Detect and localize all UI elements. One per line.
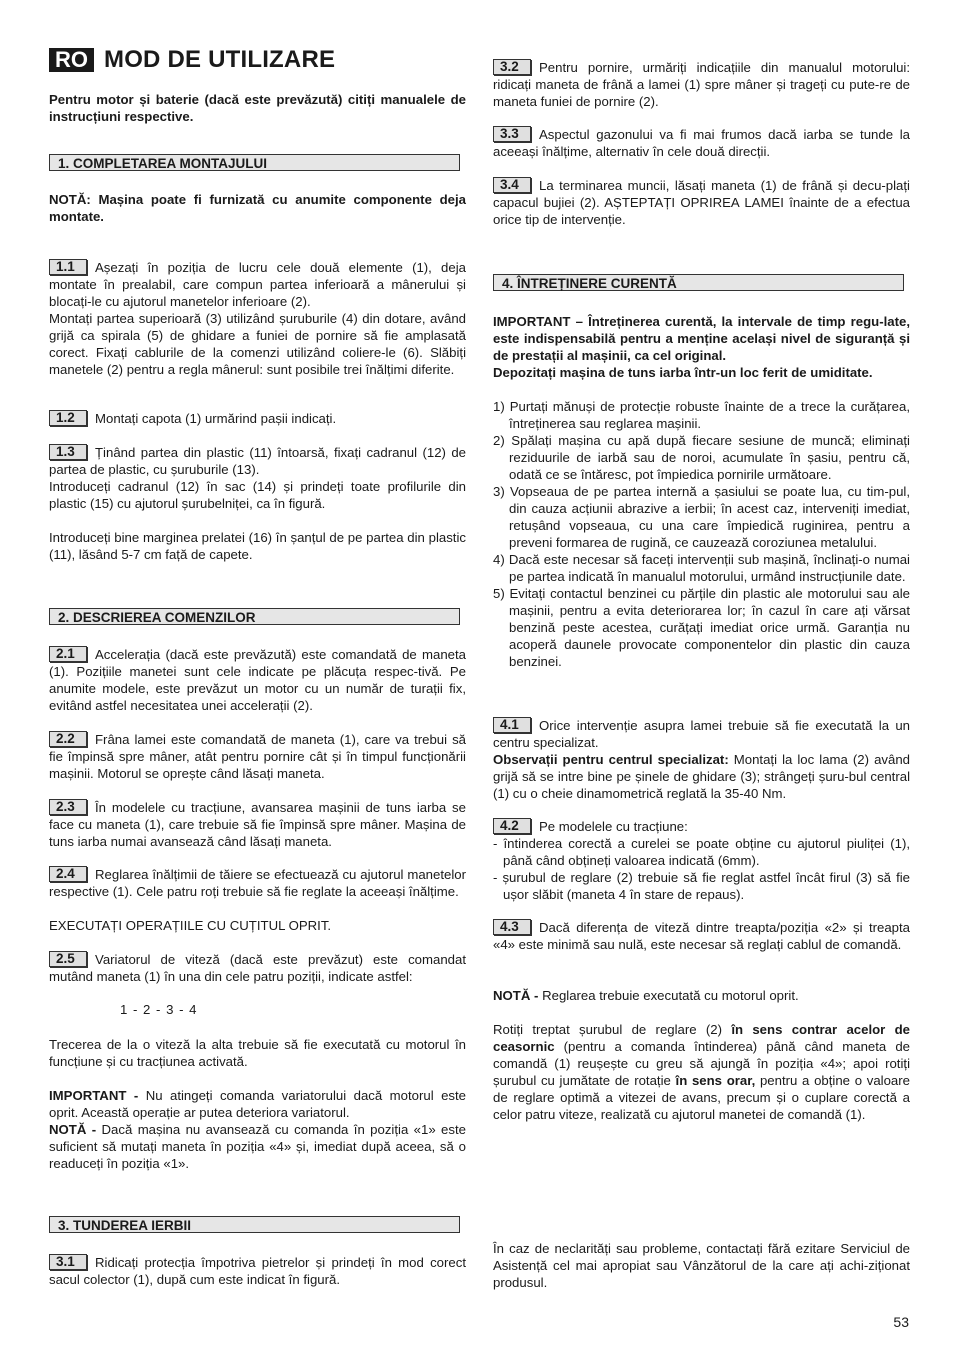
step-number: 3.1: [49, 1254, 87, 1270]
nota-note: NOTĂ - Dacă mașina nu avansează cu comanda în poziția «1» este suficient să mutați maneta în poziția «4» și, imediat după aceea, să o readuceți în poziția «1».: [49, 1122, 466, 1171]
para-1-3: 1.3 Ținând partea din plastic (11) întoarsă, fixați cadranul (12) de partea de plastic, cu șuruburile (13).: [49, 444, 466, 477]
page-title: MOD DE UTILIZARE: [104, 46, 336, 73]
para-4-1: 4.1 Orice intervenție asupra lamei trebuie să fie executată la un centru specializat.: [493, 717, 910, 750]
s4-important: IMPORTANT – Întreținerea curentă, la intervale de timp regu-late, este indispensabilă pentru a menține același nivel de siguranță și de prestații al mașinii, ca cel original.: [493, 314, 910, 363]
s4-nota: NOTĂ - Reglarea trebuie executată cu motorul oprit.: [493, 988, 799, 1003]
step-number: 1.1: [49, 259, 87, 275]
list-item: 2) Spălați mașina cu apă după fiecare sesiune de muncă; eliminați reziduurile de iarbă sau de noroi, acumulate în șasiu, pentru că, odată ce se întăresc, pot împiedica pornirile următoare.: [493, 433, 910, 482]
step-number: 4.1: [493, 717, 531, 733]
traction-list: [493, 835, 910, 903]
list-item: - întinderea corectă a curelei se poate obține cu ajutorul piuliței (1), până când obțineți valoarea indicată (6mm).: [493, 836, 910, 868]
para-4-3: 4.3 Dacă diferența de viteză dintre treapta/poziția «2» și treapta «4» este minimă sau nulă, este necesar să reglați cablul de comandă.: [493, 919, 910, 952]
para-4-2: 4.2 Pe modelele cu tracțiune:: [493, 818, 910, 835]
page-header: [49, 46, 335, 74]
section-4-heading: 4. ÎNTREȚINERE CURENTĂ: [493, 274, 904, 291]
step-number: 2.2: [49, 731, 87, 747]
list-item: - șurubul de reglare (2) trebuie să fie reglat astfel încât firul (3) să fie ușor slăbit (maneta 4 în stare de repaus).: [493, 870, 910, 902]
page-number: 53: [893, 1314, 909, 1330]
important-note: IMPORTANT - Nu atingeți comanda variatorului dacă motorul este oprit. Această operație ar putea deteriora variatorul.: [49, 1088, 466, 1120]
list-item: 4) Dacă este necesar să faceți intervenții sub mașină, înclinați-o numai pe partea indicată în manualul motorului, urmând instrucțiunile date.: [493, 552, 910, 584]
step-number: 2.1: [49, 646, 87, 662]
para-2-4-b: EXECUTAȚI OPERAȚIILE CU CUȚITUL OPRIT.: [49, 918, 332, 933]
para-1-2: 1.2 Montați capota (1) urmărind pașii indicați.: [49, 410, 466, 427]
list-item: 3) Vopseaua de pe partea internă a șasiului se poate lua, cu tim-pul, din cauza acțiunii abrazive a ierbii; în acest caz, interveniți imediat, retușând vopseaua, cu una care împiedică ruginirea, pentru a preveni formarea de rugină, ce cauzează coroziunea metalului.: [493, 484, 910, 550]
list-item: 5) Evitați contactul benzinei cu părțile din plastic ale motorului sau ale mașinii, pentru a evita deteriorarea lor; în cazul în care ați vărsat benzină peste acestea, curățați imediat orice urmă. Garanția nu acoperă daunele provocate componentelor din plastic din cauza benzinei.: [493, 586, 910, 669]
language-badge: RO: [49, 48, 94, 72]
para-3-3: 3.3 Aspectul gazonului va fi mai frumos dacă iarba se tunde la aceeași înălțime, alternativ în cele două direcții.: [493, 126, 910, 159]
speed-sequence: 1 - 2 - 3 - 4: [120, 1002, 198, 1017]
s4-store: Depozitați mașina de tuns iarba într-un loc ferit de umiditate.: [493, 365, 873, 380]
para-1-1: 1.1 Așezați în poziția de lucru cele două elemente (1), deja montate în prealabil, care compun partea inferioară a mânerului și blocați-le cu ajutorul manetelor inferioare (2).: [49, 259, 466, 309]
step-number: 1.2: [49, 410, 87, 426]
para-2-3: 2.3 În modelele cu tracțiune, avansarea mașinii de tuns iarba se face cu maneta (1), care trebuie să fie împinsă spre mâner. Mașina de tuns iarba numai avansează când lăsați maneta.: [49, 799, 466, 849]
adjust-instructions: Rotiți treptat șurubul de reglare (2) în sens contrar acelor de ceasornic (pentru a comanda întinderea) până când maneta de comandă (1) reușește cu greu să ajungă în poziția «4»; apoi rotiți șurubul cu jumătate de rotație în sens orar, pentru a obține o valoare de reglare optimă a vitezei de avans, precum și o cuplare corectă a celor patru viteze, realizată cu ajutorul manetei de comandă (1).: [493, 1022, 910, 1122]
maintenance-list: [493, 398, 910, 670]
para-3-1: 3.1 Ridicați protecția împotriva pietrelor și prindeți în mod corect sacul colector (1), după cum este indicat în figură.: [49, 1254, 466, 1287]
step-number: 4.3: [493, 919, 531, 935]
para-2-4: 2.4 Reglarea înălțimii de tăiere se efectuează cu ajutorul manetelor respective (1). Cele patru roți trebuie să fie reglate la aceeași înălțime.: [49, 866, 466, 899]
para-1-3-b: Introduceți cadranul (12) în sac (14) și prindeți toate profilurile din plastic (15) cu ajutorul șurubelniței, ca în figură.: [49, 479, 466, 511]
para-3-4: 3.4 La terminarea muncii, lăsați maneta (1) de frână și decu-plați capacul bujiei (2). AȘTEPTAȚI OPRIREA LAMEI înainte de a efectua orice tip de intervenție.: [493, 177, 910, 227]
para-2-2: 2.2 Frâna lamei este comandată de maneta (1), care va trebui să fie împinsă spre mâner, atât pentru pornire cât și în timpul funcționării mașinii. Motorul se oprește când lăsați maneta.: [49, 731, 466, 781]
intro-text: Pentru motor și baterie (dacă este prevăzută) citiți manualele de instrucțiuni respective.: [49, 92, 466, 124]
section-1-heading: 1. COMPLETAREA MONTAJULUI: [49, 154, 460, 171]
step-number: 3.2: [493, 59, 531, 75]
step-number: 3.4: [493, 177, 531, 193]
section-3-heading: 3. TUNDEREA IERBII: [49, 1216, 460, 1233]
step-number: 2.3: [49, 799, 87, 815]
step-number: 1.3: [49, 444, 87, 460]
para-2-5-b: Trecerea de la o viteză la alta trebuie să fie executată cu motorul în funcțiune și cu tracțiunea activată.: [49, 1037, 466, 1069]
contact-text: În caz de neclarități sau probleme, contactați fără ezitare Serviciul de Asistență cel mai apropiat sau Vânzătorul de la care ați achi-ziționat produsul.: [493, 1241, 910, 1290]
section-2-heading: 2. DESCRIEREA COMENZILOR: [49, 608, 460, 625]
para-2-5: 2.5 Variatorul de viteză (dacă este prevăzut) este comandat mutând maneta (1) în una din cele patru poziții, indicate astfel:: [49, 951, 466, 984]
para-1-1-b: Montați partea superioară (3) utilizând șuruburile (4) din dotare, având grijă ca spirala (5) de ghidare a funiei de pornire să fie amplasată corect. Fixați cablurile de la comenzi utilizând coliere-le (6). Slăbiți manetele (2) pentru a regla mânerul: sunt posibile trei înălțimi diferite.: [49, 311, 466, 377]
para-1-3-c: Introduceți bine marginea prelatei (16) în șanțul de pe partea din plastic (11), lăsând 5-7 cm față de capete.: [49, 530, 466, 562]
para-3-2: 3.2 Pentru pornire, urmăriți indicațiile din manualul motorului: ridicați maneta de frână a lamei (1) spre mâner și trageți cu pute-re de maneta funiei de pornire (2).: [493, 59, 910, 109]
list-item: 1) Purtați mănuși de protecție robuste înainte de a trece la curățarea, întreținerea sau reglarea mașinii.: [493, 399, 910, 431]
step-number: 2.4: [49, 866, 87, 882]
step-number: 3.3: [493, 126, 531, 142]
para-2-1: 2.1 Accelerația (dacă este prevăzută) este comandată de maneta (1). Pozițiile manetei sunt cele indicate pe plăcuța respec-tivă. Pe anumite modele, este prevăzut un motor cu un număr de turații fix, evitând astfel necesitatea unei accelerații (2).: [49, 646, 466, 713]
para-4-1-obs: Observații pentru centrul specializat: Montați la loc lama (2) având grijă să se intre bine pe șinele de ghidare (3); strângeți șuru-bul central (1) cu o cheie dinamometrică reglată la 35-40 Nm.: [493, 752, 910, 801]
step-number: 2.5: [49, 951, 87, 967]
step-number: 4.2: [493, 818, 531, 834]
s1-note: NOTĂ: Mașina poate fi furnizată cu anumite componente deja montate.: [49, 192, 466, 224]
